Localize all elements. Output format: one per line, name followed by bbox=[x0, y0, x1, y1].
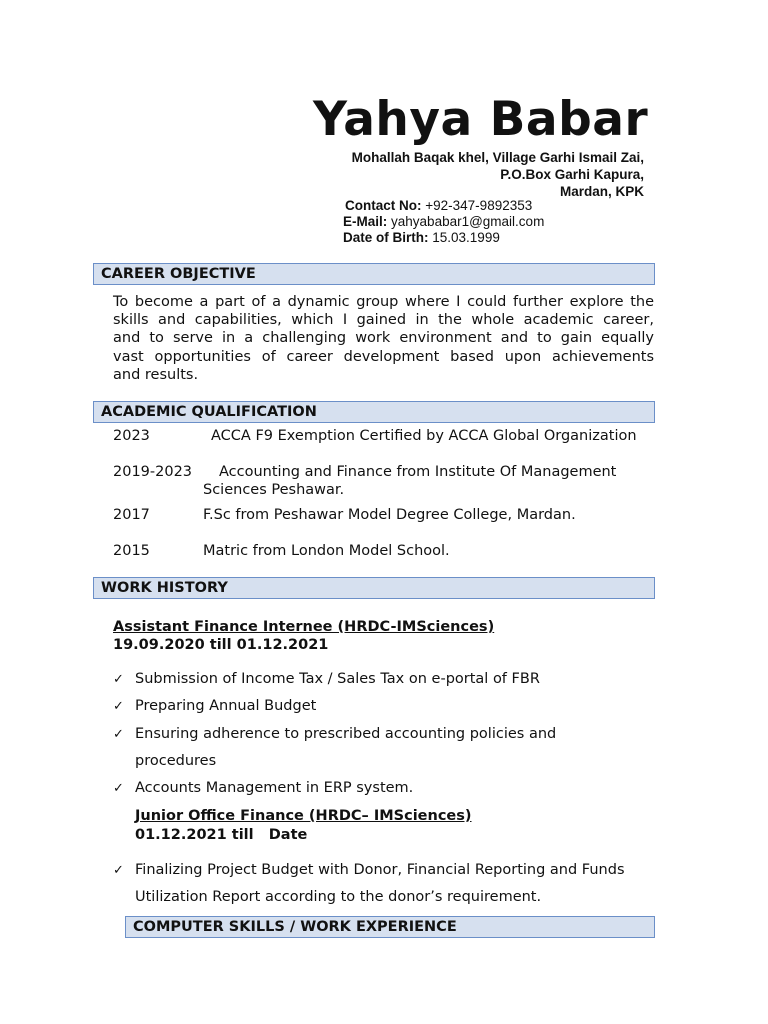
job1-bullet bbox=[113, 721, 557, 748]
job2-title: Junior Office Finance (HRDC– IMSciences) bbox=[135, 808, 472, 824]
address-line-2: P.O.Box Garhi Kapura, bbox=[500, 167, 644, 182]
bullet-text: Accounts Management in ERP system. bbox=[135, 780, 414, 796]
email-row bbox=[343, 214, 544, 230]
check-icon: ✓ bbox=[113, 727, 124, 742]
address-block bbox=[352, 149, 644, 200]
dob-value: 15.03.1999 bbox=[432, 230, 500, 245]
email-value: yahyababar1@gmail.com bbox=[391, 214, 545, 229]
academic-year: 2017 bbox=[113, 507, 150, 523]
address-line-3: Mardan, KPK bbox=[559, 184, 644, 199]
academic-text: Accounting and Finance from Institute Of Management bbox=[219, 464, 617, 480]
job1-dates: 19.09.2020 till 01.12.2021 bbox=[113, 637, 329, 653]
academic-year: 2019-2023 bbox=[113, 464, 193, 480]
contact-row bbox=[345, 198, 532, 214]
check-icon: ✓ bbox=[113, 863, 124, 878]
academic-year: 2015 bbox=[113, 543, 150, 559]
contact-value: +92-347-9892353 bbox=[425, 198, 533, 213]
career-objective-text bbox=[113, 293, 654, 384]
bullet-text: Preparing Annual Budget bbox=[135, 698, 317, 714]
job1-bullet bbox=[113, 775, 414, 802]
bullet-text: Ensuring adherence to prescribed accounting policies and bbox=[135, 726, 557, 742]
academic-heading: ACADEMIC QUALIFICATION bbox=[93, 401, 655, 423]
bullet-text-cont: Utilization Report according to the donor’s requirement. bbox=[135, 889, 542, 905]
objective-line: and to serve in a challenging work environment and to gain equally bbox=[113, 330, 654, 347]
objective-line: skills and capabilities, which I gained in the whole academic career, bbox=[113, 312, 654, 329]
email-label: E-Mail: bbox=[343, 214, 388, 229]
bullet-text-cont: procedures bbox=[135, 753, 217, 769]
dob-label: Date of Birth: bbox=[343, 230, 429, 245]
job2-bullet bbox=[113, 857, 625, 884]
academic-year: 2023 bbox=[113, 428, 150, 444]
dob-row bbox=[343, 230, 500, 246]
contact-label: Contact No: bbox=[345, 198, 422, 213]
check-icon: ✓ bbox=[113, 699, 124, 714]
academic-text: ACCA F9 Exemption Certified by ACCA Global Organization bbox=[211, 428, 637, 444]
job1-bullet bbox=[113, 666, 540, 693]
objective-line: and results. bbox=[113, 366, 199, 383]
job2-dates: 01.12.2021 till Date bbox=[135, 827, 308, 843]
academic-text: F.Sc from Peshawar Model Degree College, Mardan. bbox=[203, 507, 576, 523]
check-icon: ✓ bbox=[113, 672, 124, 687]
objective-line: To become a part of a dynamic group where I could further explore the bbox=[113, 294, 654, 310]
check-icon: ✓ bbox=[113, 781, 124, 796]
work-history-heading: WORK HISTORY bbox=[93, 577, 655, 599]
bullet-text: Submission of Income Tax / Sales Tax on e-portal of FBR bbox=[135, 671, 540, 687]
bullet-text: Finalizing Project Budget with Donor, Financial Reporting and Funds bbox=[135, 862, 625, 878]
academic-text: Matric from London Model School. bbox=[203, 543, 450, 559]
academic-text-cont: Sciences Peshawar. bbox=[203, 482, 345, 498]
address-line-1: Mohallah Baqak khel, Village Garhi Ismail Zai, bbox=[351, 150, 644, 165]
job1-title: Assistant Finance Internee (HRDC-IMSciences) bbox=[113, 619, 495, 635]
candidate-name: Yahya Babar bbox=[313, 92, 649, 147]
job1-bullet bbox=[113, 693, 317, 720]
computer-skills-heading: COMPUTER SKILLS / WORK EXPERIENCE bbox=[125, 916, 655, 938]
career-objective-heading: CAREER OBJECTIVE bbox=[93, 263, 655, 285]
objective-line: vast opportunities of career development based upon achievements bbox=[113, 348, 654, 365]
